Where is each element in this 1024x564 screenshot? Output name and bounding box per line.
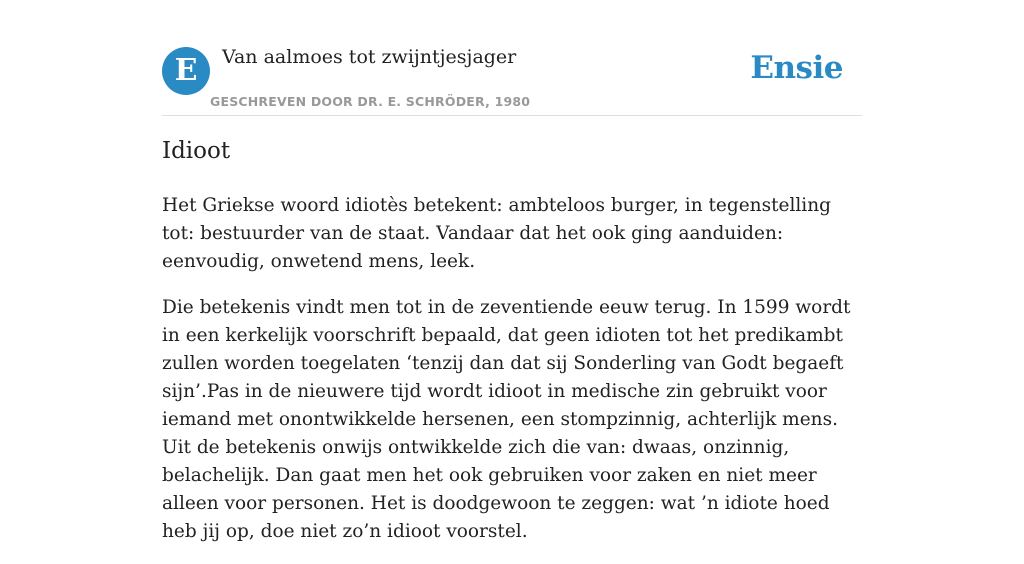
entry-title: Idioot (162, 138, 231, 164)
entry-content (162, 192, 862, 564)
ensie-logo-icon[interactable]: E (162, 47, 210, 95)
book-title-link[interactable]: Van aalmoes tot zwijntjesjager (222, 46, 517, 68)
brand-logo[interactable]: Ensie (750, 50, 843, 86)
byline: GESCHREVEN DOOR DR. E. SCHRÖDER, 1980 (210, 94, 531, 109)
paragraph: Die betekenis vindt men tot in de zeventiende eeuw terug. In 1599 wordt in een kerkelijk voorschrift bepaald, dat geen idioten tot het predikambt zullen worden toegelaten ‘tenzij dan dat sij Sonderling van Godt begaeft sijn’.Pas in de nieuwere tijd wordt idioot in medische zin gebruikt voor iemand met onontwikkelde hersenen, een stompzinnig, achterlijk mens. Uit de betekenis onwijs ontwikkelde zich die van: dwaas, onzinnig, belachelijk. Dan gaat men het ook gebruiken voor zaken en niet meer alleen voor personen. Het is doodgewoon te zeggen: wat ’n idiote hoed heb jij op, doe niet zo’n idioot voorstel. (162, 297, 851, 542)
paragraph: Het Griekse woord idiotès betekent: ambteloos burger, in tegenstelling tot: bestuurder van de staat. Vandaar dat het ook ging aanduiden: eenvoudig, onwetend mens, leek. (162, 195, 831, 272)
page (162, 0, 862, 542)
header (162, 0, 862, 116)
